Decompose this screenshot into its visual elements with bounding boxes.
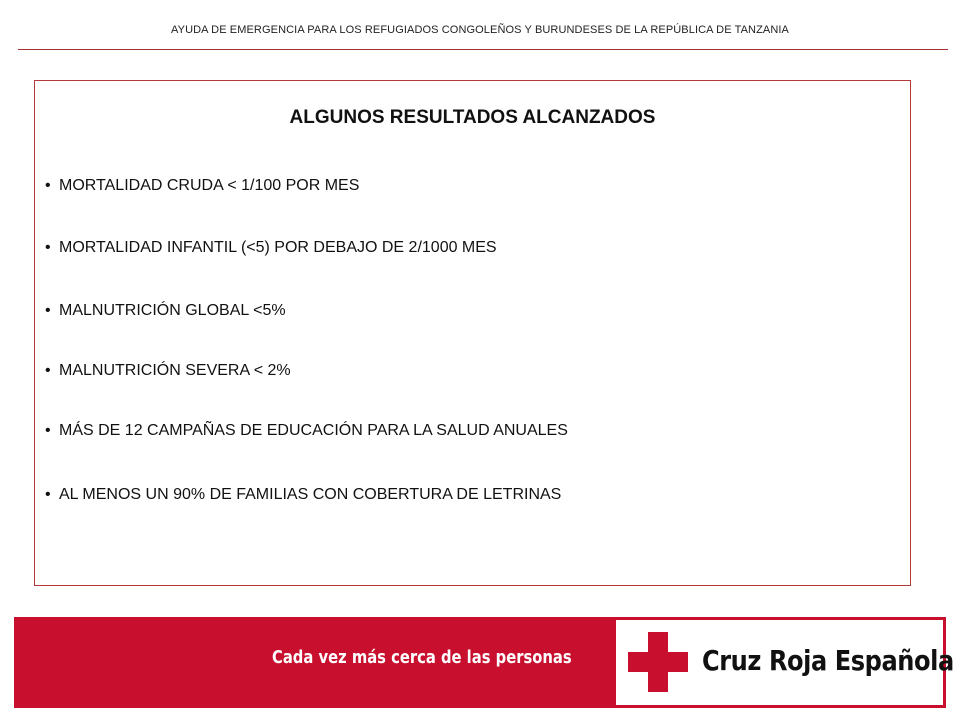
bullet-marker: • bbox=[45, 302, 51, 319]
footer-slogan: Cada vez más cerca de las personas bbox=[272, 647, 572, 668]
list-item-text: MORTALIDAD INFANTIL (<5) POR DEBAJO DE 2/1000 MES bbox=[59, 239, 497, 256]
list-item-text: MALNUTRICIÓN SEVERA < 2% bbox=[59, 362, 291, 379]
bullet-marker: • bbox=[45, 239, 51, 256]
bullet-marker: • bbox=[45, 486, 51, 503]
list-item-text: MÁS DE 12 CAMPAÑAS DE EDUCACIÓN PARA LA SALUD ANUALES bbox=[59, 422, 568, 439]
list-item-text: MORTALIDAD CRUDA < 1/100 POR MES bbox=[59, 177, 360, 194]
list-item bbox=[45, 177, 359, 195]
bullet-marker: • bbox=[45, 362, 51, 379]
header-divider bbox=[18, 49, 948, 50]
red-cross-icon bbox=[626, 630, 690, 694]
header-title: AYUDA DE EMERGENCIA PARA LOS REFUGIADOS CONGOLEÑOS Y BURUNDESES DE LA REPÚBLICA DE TANZANIA bbox=[171, 24, 789, 36]
list-item bbox=[45, 239, 497, 257]
bullet-marker: • bbox=[45, 177, 51, 194]
list-item-text: AL MENOS UN 90% DE FAMILIAS CON COBERTURA DE LETRINAS bbox=[59, 486, 562, 503]
list-item bbox=[45, 422, 568, 440]
content-box bbox=[34, 80, 911, 586]
list-item bbox=[45, 302, 286, 320]
list-item-text: MALNUTRICIÓN GLOBAL <5% bbox=[59, 302, 286, 319]
list-item bbox=[45, 362, 291, 380]
logo-panel bbox=[616, 620, 954, 705]
logo-wordmark: Cruz Roja Española bbox=[702, 644, 954, 677]
slide-title: ALGUNOS RESULTADOS ALCANZADOS bbox=[289, 107, 656, 128]
list-item bbox=[45, 486, 561, 504]
footer-banner bbox=[14, 617, 954, 708]
bullet-marker: • bbox=[45, 422, 51, 439]
